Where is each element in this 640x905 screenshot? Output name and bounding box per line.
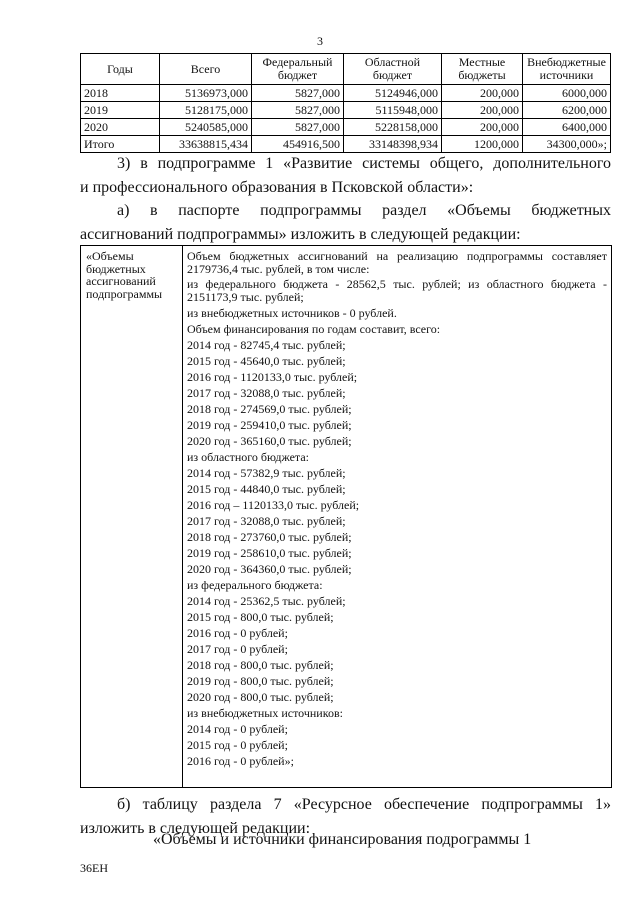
cell-year: 2019	[81, 102, 160, 119]
header-extrabudgetary: Внебюджетные источники	[523, 54, 611, 85]
page-number: 3	[317, 34, 323, 48]
cell-local: 200,000	[442, 102, 523, 119]
passport-line: из федерального бюджета:	[187, 578, 323, 592]
paragraph-a	[80, 199, 611, 247]
passport-line: 2019 год - 258610,0 тыс. рублей;	[187, 546, 352, 560]
paragraph-a-line2: ассигнований подпрограммы» изложить в следующей редакции:	[80, 226, 521, 243]
passport-line: 2018 год - 273760,0 тыс. рублей;	[187, 530, 352, 544]
passport-line: 2018 год - 800,0 тыс. рублей;	[187, 658, 334, 672]
paragraph-3-line2: и профессионального образования в Псковской области»:	[80, 179, 474, 196]
table-row	[81, 119, 611, 136]
cell-local: 1200,000	[442, 136, 523, 153]
cell-extrabudgetary: 6200,000	[523, 102, 611, 119]
passport-line: 2014 год - 82745,4 тыс. рублей;	[187, 338, 346, 352]
passport-line: 2016 год - 0 рублей;	[187, 626, 288, 640]
passport-line: 2020 год - 365160,0 тыс. рублей;	[187, 434, 352, 448]
table-row	[81, 102, 611, 119]
cell-federal: 5827,000	[252, 119, 344, 136]
passport-line: 2020 год - 800,0 тыс. рублей;	[187, 690, 334, 704]
passport-intro: Объем бюджетных ассигнований на реализацию подпрограммы составляет 2179736,4 тыс. рублей, в том числе:	[187, 249, 607, 276]
cell-regional: 33148398,934	[344, 136, 442, 153]
paragraph-a-line1: а) в паспорте подпрограммы раздел «Объемы бюджетных	[117, 202, 611, 219]
passport-line: 2019 год - 800,0 тыс. рублей;	[187, 674, 334, 688]
header-total: Всего	[160, 54, 252, 85]
paragraph-3	[80, 152, 611, 200]
table-total-row	[81, 136, 611, 153]
cell-total: 5136973,000	[160, 85, 252, 102]
cell-extrabudgetary: 6000,000	[523, 85, 611, 102]
header-federal: Федеральный бюджет	[252, 54, 344, 85]
cell-regional: 5124946,000	[344, 85, 442, 102]
passport-line: из областного бюджета:	[187, 450, 309, 464]
cell-year: 2020	[81, 119, 160, 136]
table-header-row	[81, 54, 611, 85]
passport-line: 2016 год - 0 рублей»;	[187, 754, 294, 768]
cell-local: 200,000	[442, 119, 523, 136]
cell-total: 5240585,000	[160, 119, 252, 136]
cell-local: 200,000	[442, 85, 523, 102]
cell-total-label: Итого	[81, 136, 160, 153]
passport-line: 2016 год - 1120133,0 тыс. рублей;	[187, 370, 358, 384]
passport-section-label: «Объемы бюджетных ассигнований подпрограммы	[81, 246, 183, 787]
passport-line: 2020 год - 364360,0 тыс. рублей;	[187, 562, 352, 576]
passport-line: 2018 год - 274569,0 тыс. рублей;	[187, 402, 352, 416]
passport-line: 2017 год - 32088,0 тыс. рублей;	[187, 386, 346, 400]
passport-line: из внебюджетных источников - 0 рублей.	[187, 306, 397, 320]
paragraph-b-line1: б) таблицу раздела 7 «Ресурсное обеспечение подпрограммы 1»	[117, 796, 611, 813]
cell-federal: 454916,500	[252, 136, 344, 153]
cell-regional: 5228158,000	[344, 119, 442, 136]
passport-line: 2017 год - 32088,0 тыс. рублей;	[187, 514, 346, 528]
paragraph-b-line2: изложить в следующей редакции:	[80, 820, 311, 837]
cell-federal: 5827,000	[252, 85, 344, 102]
cell-federal: 5827,000	[252, 102, 344, 119]
passport-line: 2015 год - 800,0 тыс. рублей;	[187, 610, 334, 624]
passport-line: 2014 год - 25362,5 тыс. рублей;	[187, 594, 346, 608]
cell-total: 33638815,434	[160, 136, 252, 153]
header-years: Годы	[81, 54, 160, 85]
header-regional: Областной бюджет	[344, 54, 442, 85]
passport-section-content	[183, 246, 611, 769]
paragraph-3-line1: 3) в подпрограмме 1 «Развитие системы общего, дополнительного	[117, 155, 611, 172]
cell-regional: 5115948,000	[344, 102, 442, 119]
table-row	[81, 85, 611, 102]
passport-line: 2014 год - 57382,9 тыс. рублей;	[187, 466, 346, 480]
budget-table	[80, 53, 611, 153]
passport-line: 2017 год - 0 рублей;	[187, 642, 288, 656]
cell-total: 5128175,000	[160, 102, 252, 119]
footer-code: 36ЕН	[80, 861, 108, 875]
passport-line: 2016 год – 1120133,0 тыс. рублей;	[187, 498, 360, 512]
passport-line: 2015 год - 45640,0 тыс. рублей;	[187, 354, 346, 368]
closing-heading: «Объемы и источники финансирования подрограммы 1	[153, 831, 532, 848]
cell-extrabudgetary: 34300,000»;	[523, 136, 611, 153]
cell-year: 2018	[81, 85, 160, 102]
passport-line: 2019 год - 259410,0 тыс. рублей;	[187, 418, 352, 432]
passport-line: 2015 год - 44840,0 тыс. рублей;	[187, 482, 346, 496]
passport-fed-obl: из федерального бюджета - 28562,5 тыс. рублей; из областного бюджета - 2151173,9 тыс. рублей;	[187, 277, 607, 304]
passport-line: 2015 год - 0 рублей;	[187, 738, 288, 752]
passport-line: Объем финансирования по годам составит, всего:	[187, 322, 441, 336]
header-local: Местные бюджеты	[442, 54, 523, 85]
passport-table	[80, 245, 612, 788]
passport-line: 2014 год - 0 рублей;	[187, 722, 288, 736]
cell-extrabudgetary: 6400,000	[523, 119, 611, 136]
passport-line: из внебюджетных источников:	[187, 706, 343, 720]
